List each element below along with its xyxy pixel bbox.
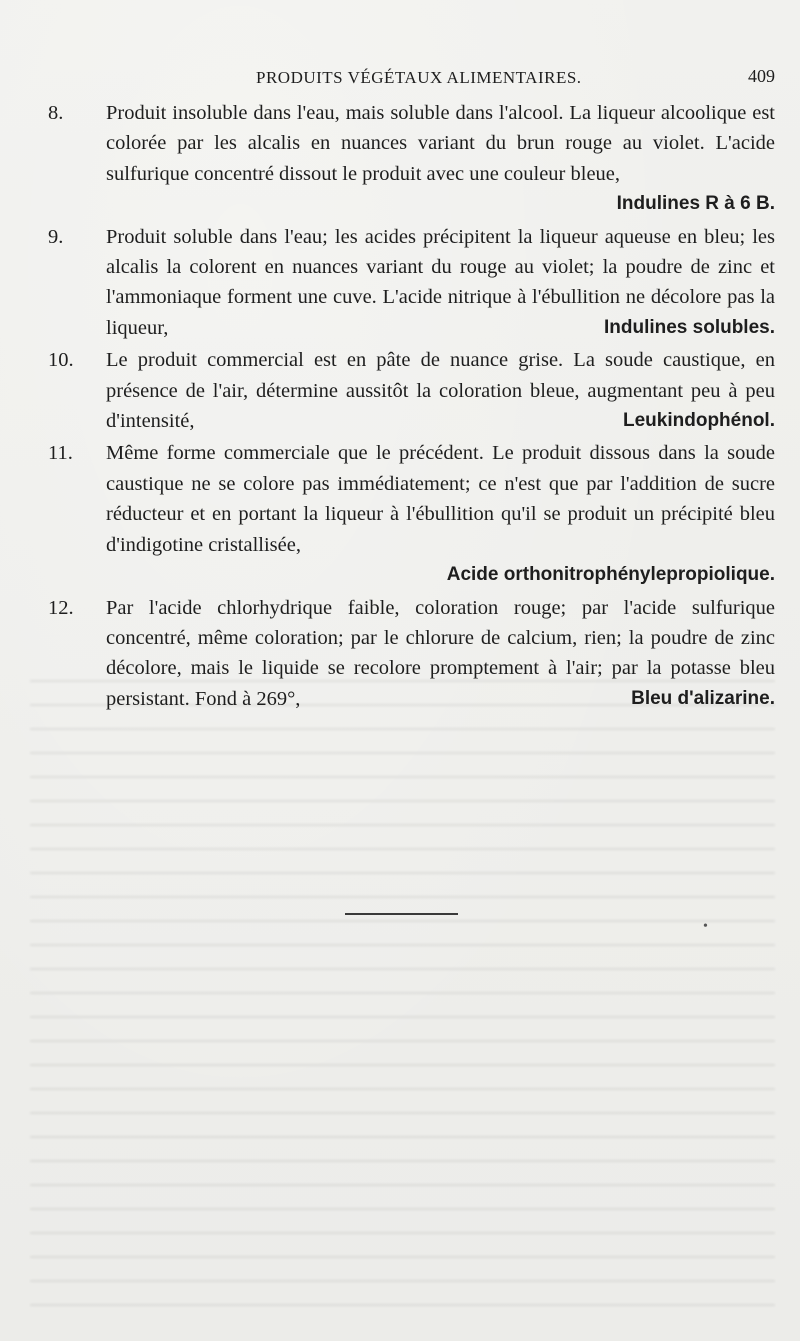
item-body [106, 222, 775, 344]
item-number: 10. [48, 349, 74, 372]
list-item [48, 98, 775, 220]
product-name: Leukindophénol. [623, 410, 775, 432]
show-through-text [30, 680, 775, 1320]
item-body [106, 438, 775, 590]
list-item [48, 593, 775, 715]
item-text: Le produit commercial est en pâte de nuance grise. La soude caustique, en présence de l'air, détermine aussitôt la coloration bleue, augmentant peu à peu d'intensité, [106, 349, 775, 433]
product-name: Bleu d'alizarine. [631, 687, 775, 709]
item-number: 11. [48, 442, 73, 465]
item-text: Par l'acide chlorhydrique faible, coloration rouge; par l'acide sulfurique concentré, même coloration; par le chlorure de calcium, rien; la poudre de zinc décolore, mais le liquide se recolore promptement à l'air; par la potasse bleu persistant. Fond à 269°, [106, 596, 775, 710]
product-name: Acide orthonitrophénylepropiolique. [446, 564, 775, 586]
item-number: 8. [48, 102, 64, 124]
list-item [48, 438, 775, 590]
item-text: Produit soluble dans l'eau; les acides précipitent la liqueur aqueuse en bleu; les alcalis la colorent en nuances variant du rouge au violet; la poudre de zinc et l'ammoniaque forment une cuve. L'acide nitrique à l'ébullition ne décolore pas la liqueur, [106, 225, 775, 339]
page-number: 409 [748, 66, 775, 86]
section-divider [345, 913, 458, 915]
item-number: 9. [48, 225, 64, 248]
item-number: 12. [48, 596, 74, 619]
item-body [106, 98, 775, 220]
page-header [40, 62, 775, 92]
list-item [48, 222, 775, 344]
list-item [48, 345, 775, 436]
item-text: Produit insoluble dans l'eau, mais soluble dans l'alcool. La liqueur alcoolique est colorée par les alcalis en nuances variant du brun rouge au violet. L'acide sulfurique concentré dissout le produit avec une couleur bleue, [106, 102, 775, 185]
item-text: Même forme commerciale que le précédent. Le produit dissous dans la soude caustique ne se colore pas immédiatement; ce n'est que par l'addition de sucre réducteur et en portant la liqueur à l'ébullition qu'il se produit un précipité bleu d'indigotine cristallisée, [106, 442, 775, 556]
main-text [48, 98, 775, 716]
product-name: Indulines solubles. [603, 316, 775, 338]
ink-speck: • [703, 919, 708, 934]
item-body [106, 593, 775, 715]
running-title: PRODUITS VÉGÉTAUX ALIMENTAIRES. [256, 68, 582, 87]
item-body [106, 345, 775, 436]
product-name: Indulines R à 6 B. [616, 193, 775, 215]
